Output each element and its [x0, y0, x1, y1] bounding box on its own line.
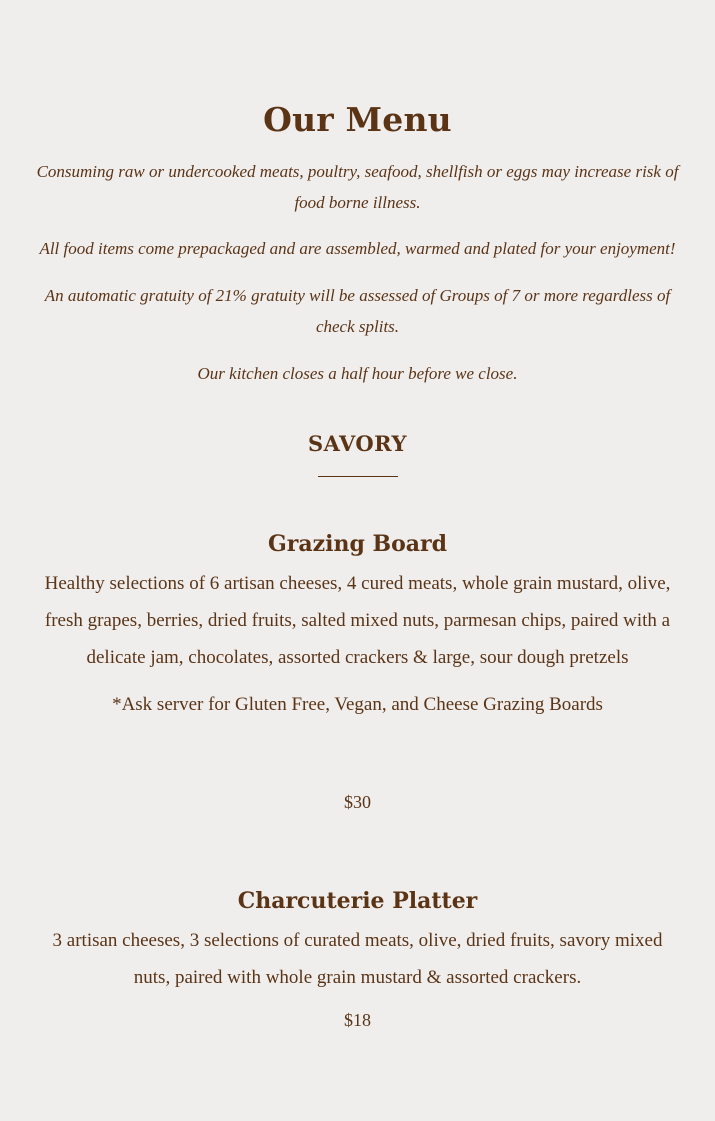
notice-raw-food: Consuming raw or undercooked meats, poultry, seafood, shellfish or eggs may increase risk of food borne illness.: [36, 162, 679, 212]
item-name: Grazing Board: [267, 531, 448, 557]
notice-kitchen-hours: Our kitchen closes a half hour before we close.: [197, 364, 518, 383]
item-description: 3 artisan cheeses, 3 selections of curated meats, olive, dried fruits, savory mixed nuts, paired with whole grain mustard & assorted crackers.: [52, 930, 663, 988]
menu-item-grazing-board: [34, 529, 681, 817]
section-divider: [318, 476, 398, 477]
item-name: Charcuterie Platter: [237, 888, 478, 914]
notice-prepackaged: All food items come prepackaged and are assembled, warmed and plated for your enjoyment!: [39, 239, 676, 258]
menu-item-charcuterie-platter: [34, 886, 681, 1035]
item-note: *Ask server for Gluten Free, Vegan, and Cheese Grazing Boards: [112, 694, 603, 715]
item-description: Healthy selections of 6 artisan cheeses, 4 cured meats, whole grain mustard, olive, fresh grapes, berries, dried fruits, salted mixed nuts, parmesan chips, paired with a delicate jam, chocolates, assorted crackers & large, sour dough pretzels: [44, 573, 671, 668]
section-title-savory: SAVORY: [308, 431, 407, 456]
page-title: Our Menu: [263, 100, 452, 139]
item-price: $30: [344, 792, 371, 812]
notice-gratuity: An automatic gratuity of 21% gratuity will be assessed of Groups of 7 or more regardless of check splits.: [44, 286, 671, 336]
item-price: $18: [344, 1010, 371, 1030]
